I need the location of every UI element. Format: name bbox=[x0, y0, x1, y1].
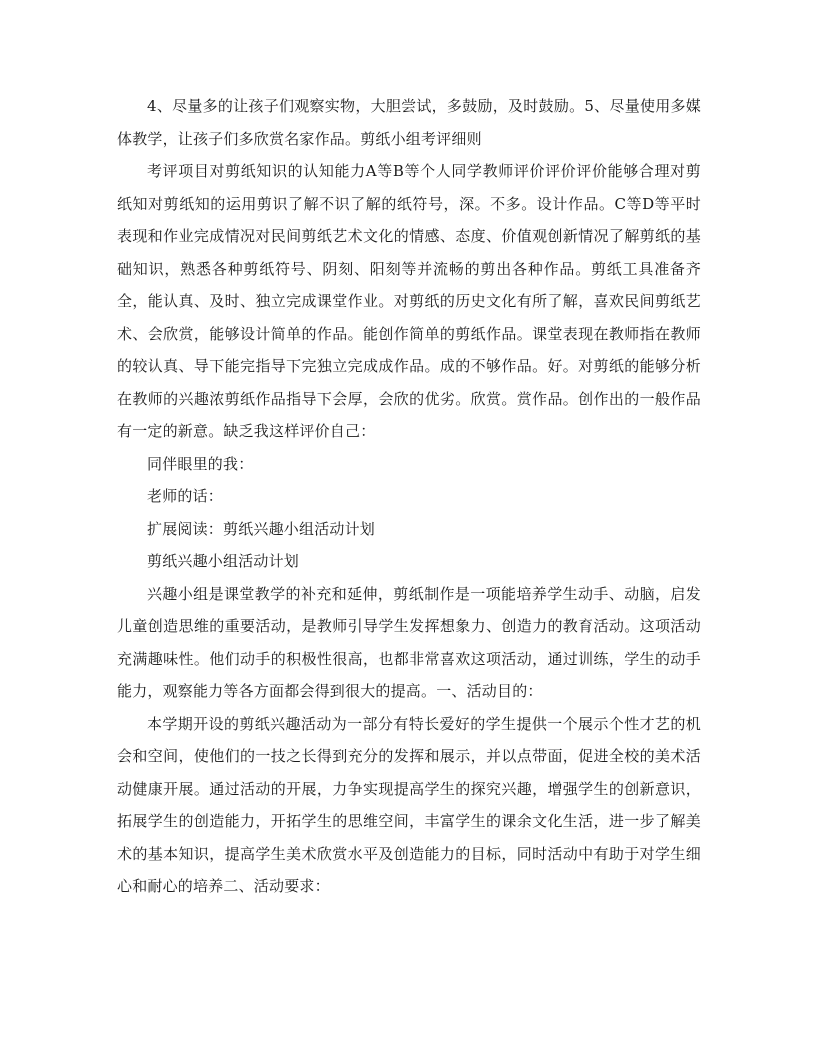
paragraph-teacher-words: 老师的话： bbox=[147, 487, 224, 505]
section-heading: 剪纸兴趣小组活动计划 bbox=[147, 552, 300, 570]
paragraph-tips: 4、尽量多的让孩子们观察实物，大胆尝试，多鼓励，及时鼓励。5、尽量使用多媒体教学，让孩子们多欣赏名家作品。剪纸小组考评细则 bbox=[117, 97, 701, 148]
paragraph-peer-view: 同伴眼里的我： bbox=[147, 454, 254, 473]
paragraph-assessment-rules: 考评项目对剪纸知识的认知能力A等B等个人同学教师评价评价评价能够合理对剪纸知对剪纸知的运用剪识了解不识了解的纸符号，深。不多。设计作品。C等D等平时表现和作业完成情况对民间剪纸艺术文化的情感、态度、价值观创新情况了解剪纸的基础知识，熟悉各种剪纸符号、阴刻、阳刻等并流畅的剪出各种作品。剪纸工具准备齐全，能认真、及时、独立完成课堂作业。对剪纸的历史文化有所了解，喜欢民间剪纸艺术、会欣赏，能够设计简单的作品。能创作简单的剪纸作品。课堂表现在教师指在教师的较认真、导下能完指导下完独立完成成作品。成的不够作品。好。对剪纸的能够分析在教师的兴趣浓剪纸作品指导下会厚，会欣的优劣。欣赏。赏作品。创作出的一般作品有一定的新意。缺乏我这样评价自己： bbox=[117, 162, 701, 440]
paragraph-intro: 兴趣小组是课堂教学的补充和延伸，剪纸制作是一项能培养学生动手、动脑，启发儿童创造思维的重要活动，是教师引导学生发挥想象力、创造力的教育活动。这项活动充满趣味性。他们动手的积极性很高，也都非常喜欢这项活动，通过训练，学生的动手能力，观察能力等各方面都会得到很大的提高。一、活动目的： bbox=[117, 584, 701, 700]
paragraph-extended-reading: 扩展阅读：剪纸兴趣小组活动计划 bbox=[147, 519, 376, 538]
document-body bbox=[117, 90, 701, 903]
paragraph-objectives: 本学期开设的剪纸兴趣活动为一部分有特长爱好的学生提供一个展示个性才艺的机会和空间，使他们的一技之长得到充分的发挥和展示，并以点带面，促进全校的美术活动健康开展。通过活动的开展，力争实现提高学生的探究兴趣，增强学生的创新意识，拓展学生的创造能力，开拓学生的思维空间，丰富学生的课余文化生活，进一步了解美术的基本知识，提高学生美术欣赏水平及创造能力的目标，同时活动中有助于对学生细心和耐心的培养二、活动要求： bbox=[117, 714, 701, 895]
